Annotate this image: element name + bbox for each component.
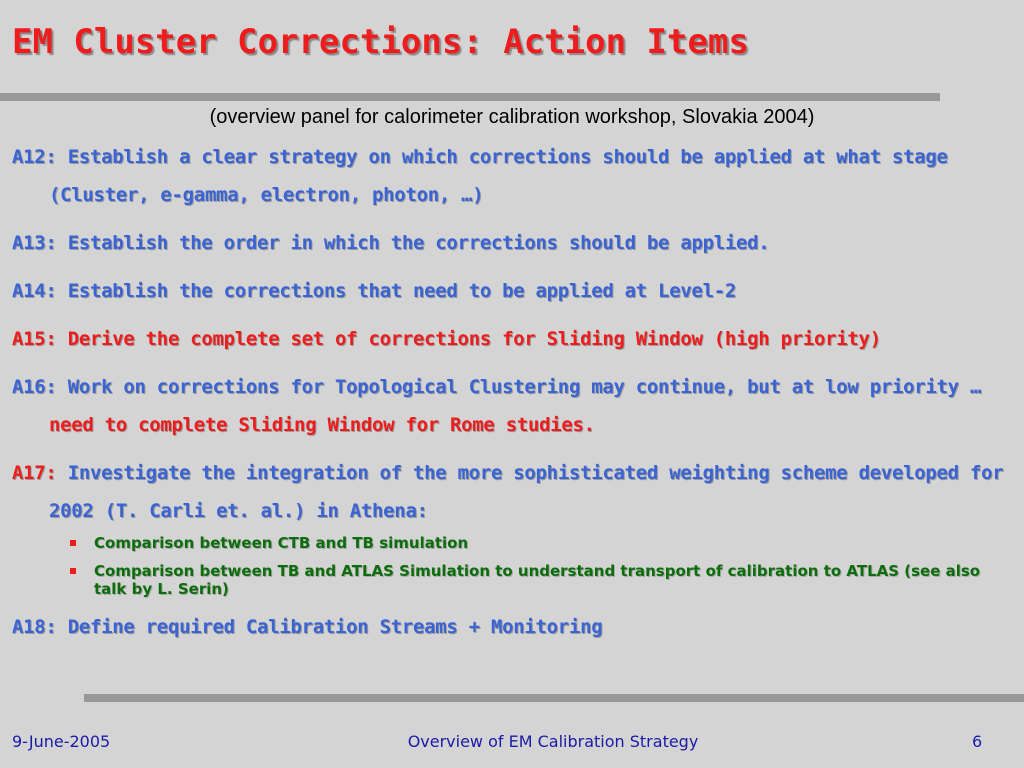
a17-subitems <box>12 534 1016 598</box>
list-item <box>70 562 1016 598</box>
subitem-text: Comparison between CTB and TB simulation <box>94 534 469 552</box>
action-item-a17 <box>12 454 1016 530</box>
action-item-a16 <box>12 368 1016 444</box>
slide-title: EM Cluster Corrections: Action Items <box>12 22 749 62</box>
action-item-a12: A12: Establish a clear strategy on which corrections should be applied at what stage (Cluster, e-gamma, electron, photon, …) <box>12 146 948 206</box>
action-item-a18: A18: Define required Calibration Streams + Monitoring <box>12 616 603 638</box>
footer-date: 9-June-2005 <box>12 732 111 751</box>
action-item-a15: A15: Derive the complete set of corrections for Sliding Window (high priority) <box>12 328 881 350</box>
slide-subtitle: (overview panel for calorimeter calibration workshop, Slovakia 2004) <box>209 106 815 128</box>
action-item-a16-text: A16: Work on corrections for Topological Clustering may continue, but at low priority … <box>12 376 982 398</box>
bullet-square-icon <box>70 568 76 574</box>
action-item-a13: A13: Establish the order in which the corrections should be applied. <box>12 232 770 254</box>
bullet-square-icon <box>70 540 76 546</box>
action-item-a14: A14: Establish the corrections that need to be applied at Level-2 <box>12 280 737 302</box>
subitem-text: Comparison between TB and ATLAS Simulation to understand transport of calibration to ATLAS (see also talk by L. Serin) <box>94 562 981 598</box>
top-divider <box>0 93 940 101</box>
action-item-a16-highlight: need to complete Sliding Window for Rome studies. <box>49 414 595 436</box>
action-items-list <box>12 138 1016 656</box>
bottom-divider <box>84 694 1024 702</box>
footer-title: Overview of EM Calibration Strategy <box>407 732 699 751</box>
action-item-a17-label: A17: <box>12 462 57 484</box>
page-number: 6 <box>972 732 983 751</box>
action-item-a17-text: Investigate the integration of the more sophisticated weighting scheme developed for 2002 (T. Carli et. al.) in Athena: <box>49 462 1004 522</box>
list-item <box>70 534 1016 552</box>
